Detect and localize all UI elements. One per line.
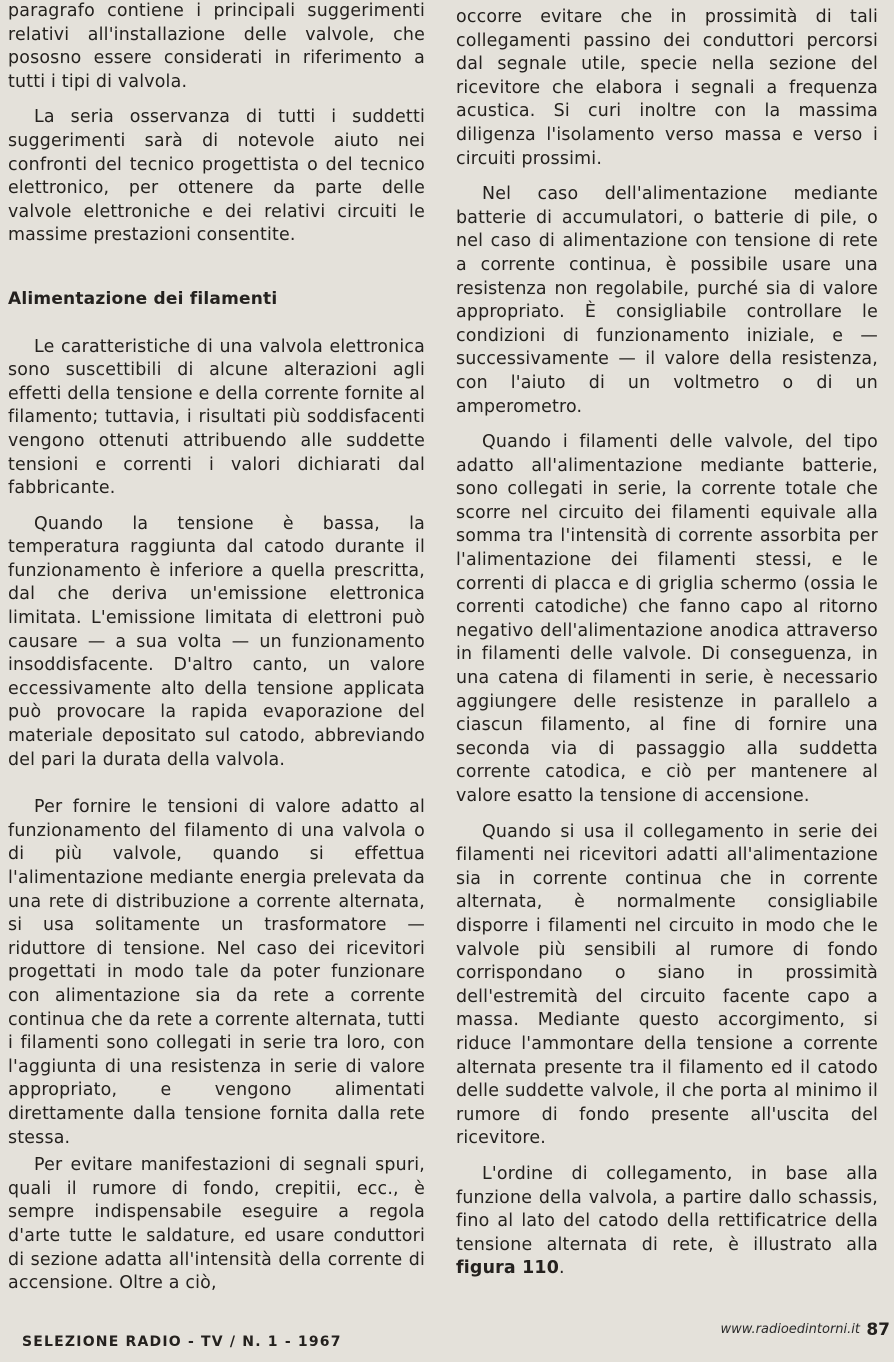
paragraph: Quando si usa il collegamento in serie dei filamenti nei ricevitori adatti all'alimentazione sia in corrente continua che in corrente alternata, è normalmente consigliabile disporre i filamenti nel circuito in modo che le valvole più sensibili al rumore di fondo corrispondano o siano in prossimità dell'estremità del circuito facente capo a massa. Mediante questo accorgimento, si riduce l'ammontare della tensione a corrente alternata presente tra il filamento ed il catodo delle suddette valvole, il che porta al minimo il rumore di fondo presente all'uscita del ricevitore. — [456, 821, 878, 1149]
paragraph-end: . — [559, 1258, 565, 1279]
paragraph: Per evitare manifestazioni di segnali spuri, quali il rumore di fondo, crepitii, ecc., è sempre indispensabile eseguire a regola d'arte tutte le saldature, ed usare conduttori di sezione adatta all'intensità della corrente di accensione. Oltre a ciò, — [8, 1155, 425, 1294]
figure-reference: figura 110 — [456, 1258, 560, 1279]
paragraph — [456, 1163, 878, 1281]
watermark-url: www.radioedintorni.it — [720, 1322, 860, 1337]
paragraph: Le caratteristiche di una valvola elettronica sono suscettibili di alcune alterazioni agli effetti della tensione e della corrente fornite al filamento; tuttavia, i risultati più soddisfacenti vengono ottenuti attribuendo alle suddette tensioni e correnti i valori dichiarati dal fabbricante. — [8, 336, 425, 499]
paragraph: Per fornire le tensioni di valore adatto al funzionamento del filamento di una valvola o di più valvole, quando si effettua l'alimentazione mediante energia prelevata da una rete di distribuzione a corrente alternata, si usa solitamente un trasformatore — riduttore di tensione. Nel caso dei ricevitori progettati in modo tale da poter funzionare con alimentazione sia da rete a corrente continua che da rete a corrente alternata, tutti i filamenti sono collegati in serie tra loro, con l'aggiunta di una resistenza in serie di valore appropriato, e vengono alimentati direttamente dalla tensione fornita dalla rete stessa. — [8, 797, 425, 1148]
publication-footer: SELEZIONE RADIO - TV / N. 1 - 1967 — [22, 1334, 342, 1350]
section-heading: Alimentazione dei filamenti — [8, 288, 278, 309]
left-column — [8, 0, 425, 1296]
right-column — [456, 6, 878, 1281]
paragraph-text: L'ordine di collegamento, in base alla funzione della valvola, a partire dallo schassis, fino al lato del catodo della rettificatrice della tensione alternata di rete, è illustrato alla — [456, 1163, 878, 1255]
paragraph: La seria osservanza di tutti i suddetti suggerimenti sarà di notevole aiuto nei confronti del tecnico progettista o del tecnico elettronico, per ottenere da parte delle valvole elettroniche e dei relativi circuiti le massime prestazioni consentite. — [8, 107, 425, 246]
paragraph: Quando i filamenti delle valvole, del tipo adatto all'alimentazione mediante batterie, sono collegati in serie, la corrente totale che scorre nel circuito dei filamenti equivale alla somma tra l'intensità di corrente assorbita per l'alimentazione dei filamenti stessi, e le correnti di placca e di griglia schermo (ossia le correnti catodiche) che fanno capo al ritorno negativo dell'alimentazione anodica attraverso in filamenti delle valvole. Di conseguenza, in una catena di filamenti in serie, è necessario aggiungere delle resistenze in parallelo a ciascun filamento, al fine di fornire una seconda via di passaggio alla suddetta corrente catodica, e ciò per mantenere al valore esatto la tensione di accensione. — [456, 432, 878, 806]
page-number: 87 — [866, 1320, 890, 1340]
paragraph: paragrafo contiene i principali suggerimenti relativi all'installazione delle valvole, che pososno essere considerati in riferimento a tutti i tipi di valvola. — [8, 1, 425, 92]
paragraph: Nel caso dell'alimentazione mediante batterie di accumulatori, o batterie di pile, o nel caso di alimentazione con tensione di rete a corrente continua, è possibile usare una resistenza non regolabile, purché sia di valore appropriato. È consigliabile controllare le condizioni di funzionamento iniziale, e — successivamente — il valore della resistenza, con l'aiuto di un voltmetro o di un amperometro. — [456, 184, 878, 417]
paragraph: Quando la tensione è bassa, la temperatura raggiunta dal catodo durante il funzionamento è inferiore a quella prescritta, dal che deriva un'emissione elettronica limitata. L'emissione limitata di elettroni può causare — a sua volta — un funzionamento insoddisfacente. D'altro canto, un valore eccessivamente alto della tensione applicata può provocare la rapida evaporazione del materiale depositato sul catodo, abbreviando del pari la durata della valvola. — [8, 513, 425, 770]
paragraph: occorre evitare che in prossimità di tali collegamenti passino dei conduttori percorsi dal segnale utile, specie nella sezione del ricevitore che elabora i segnali a frequenza acustica. Si curi inoltre con la massima diligenza l'isolamento verso massa e verso i circuiti prossimi. — [456, 7, 878, 169]
